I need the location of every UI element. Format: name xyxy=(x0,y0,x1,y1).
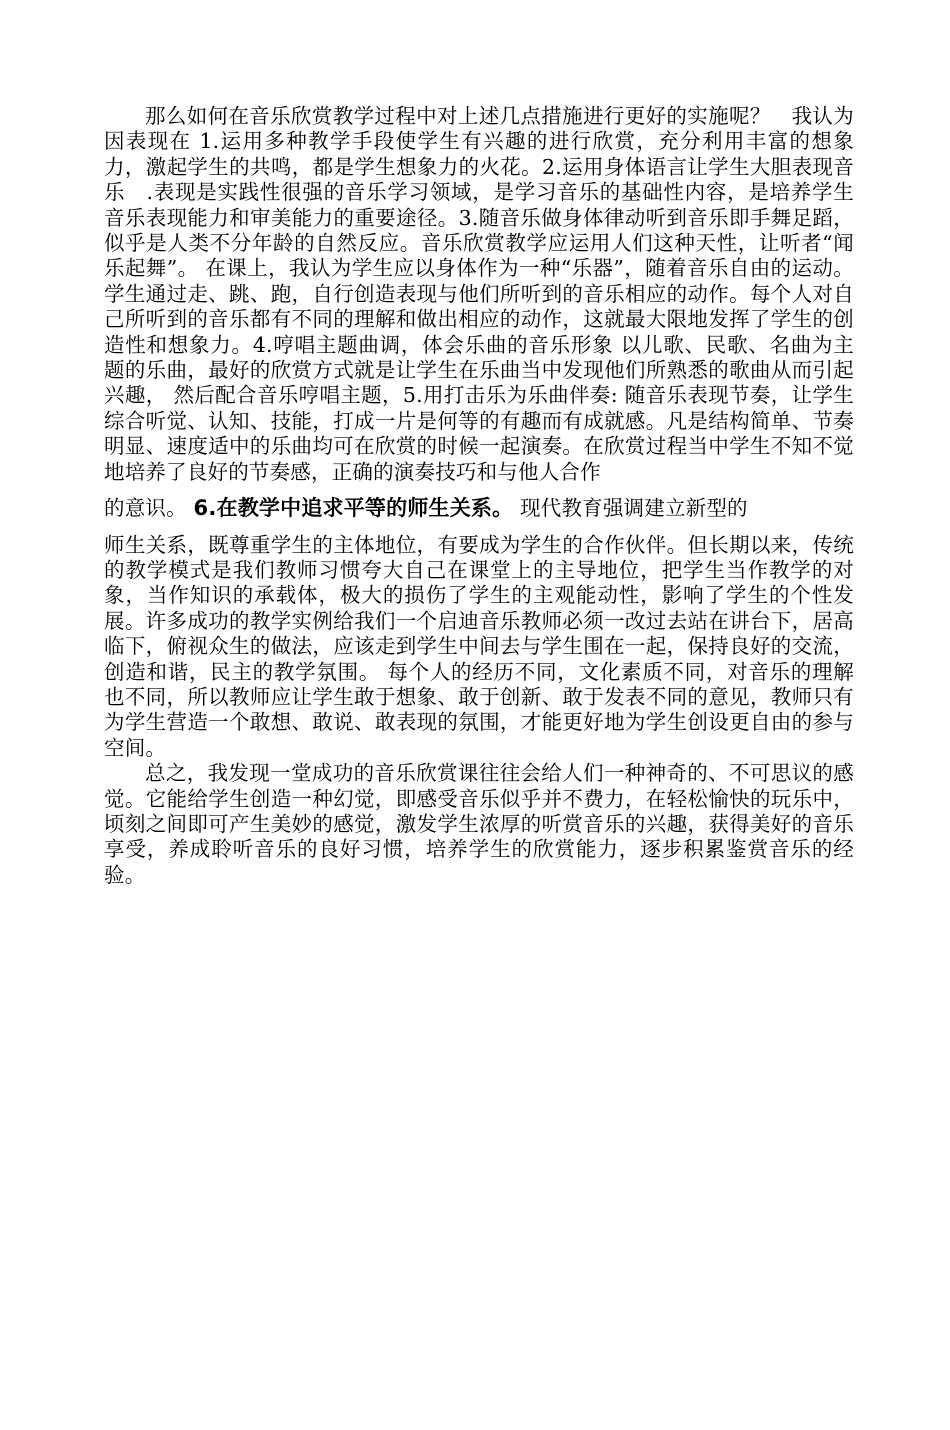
paragraph-bold-heading-line xyxy=(104,496,854,521)
bold-heading-teacher-student-relationship: 6.在教学中追求平等的师生关系。 xyxy=(193,496,514,521)
paragraph-music-appreciation-methods: 那么如何在音乐欣赏教学过程中对上述几点措施进行更好的实施呢？ 我认为因表现在 1.运用多种教学手段使学生有兴趣的进行欣赏，充分利用丰富的想象力，激起学生的共鸣，都是学生想象力的火花。2.运用身体语言让学生大胆表现音乐 .表现是实践性很强的音乐学习领域，是学习音乐的基础性内容，是培养学生音乐表现能力和审美能力的重要途径。3.随音乐做身体律动听到音乐即手舞足蹈，似乎是人类不分年龄的自然反应。音乐欣赏教学应运用人们这种天性，让听者“闻乐起舞”。 在课上，我认为学生应以身体作为一种“乐器”，随着音乐自由的运动。学生通过走、跳、跑，自行创造表现与他们所听到的音乐相应的动作。每个人对自己所听到的音乐都有不同的理解和做出相应的动作，这就最大限地发挥了学生的创造性和想象力。4.哼唱主题曲调，体会乐曲的音乐形象 以儿歌、民歌、名曲为主题的乐曲，最好的欣赏方式就是让学生在乐曲当中发现他们所熟悉的歌曲从而引起兴趣， 然后配合音乐哼唱主题，5.用打击乐为乐曲伴奏: 随音乐表现节奏，让学生综合听觉、认知、技能，打成一片是何等的有趣而有成就感。凡是结构简单、节奏明显、速度适中的乐曲均可在欣赏的时候一起演奏。在欣赏过程当中学生不知不觉地培养了良好的节奏感，正确的演奏技巧和与他人合作 xyxy=(104,104,854,484)
paragraph-conclusion: 总之，我发现一堂成功的音乐欣赏课往往会给人们一种神奇的、不可思议的感觉。它能给学生创造一种幻觉，即感受音乐似乎并不费力，在轻松愉快的玩乐中，顷刻之间即可产生美妙的感觉，激发学生浓厚的听赏音乐的兴趣，获得美好的音乐享受，养成聆听音乐的良好习惯，培养学生的欣赏能力，逐步积累鉴赏音乐的经验。 xyxy=(104,761,854,887)
paragraph-teacher-student-relationship: 师生关系，既尊重学生的主体地位，有要成为学生的合作伙伴。但长期以来，传统的教学模式是我们教师习惯夸大自己在课堂上的主导地位，把学生当作教学的对象，当作知识的承载体，极大的损伤了学生的主观能动性，影响了学生的个性发展。许多成功的教学实例给我们一个启迪音乐教师必须一改过去站在讲台下，居高临下，俯视众生的做法，应该走到学生中间去与学生围在一起，保持良好的交流，创造和谐，民主的教学氛围。 每个人的经历不同，文化素质不同，对音乐的理解也不同，所以教师应让学生敢于想象、敢于创新、敢于发表不同的意见，教师只有为学生营造一个敢想、敢说、敢表现的氛围，才能更好地为学生创设更自由的参与空间。 xyxy=(104,532,854,760)
text-before-heading: 的意识。 xyxy=(104,496,187,521)
text-after-heading: 现代教育强调建立新型的 xyxy=(520,496,748,521)
document-page xyxy=(104,104,854,888)
